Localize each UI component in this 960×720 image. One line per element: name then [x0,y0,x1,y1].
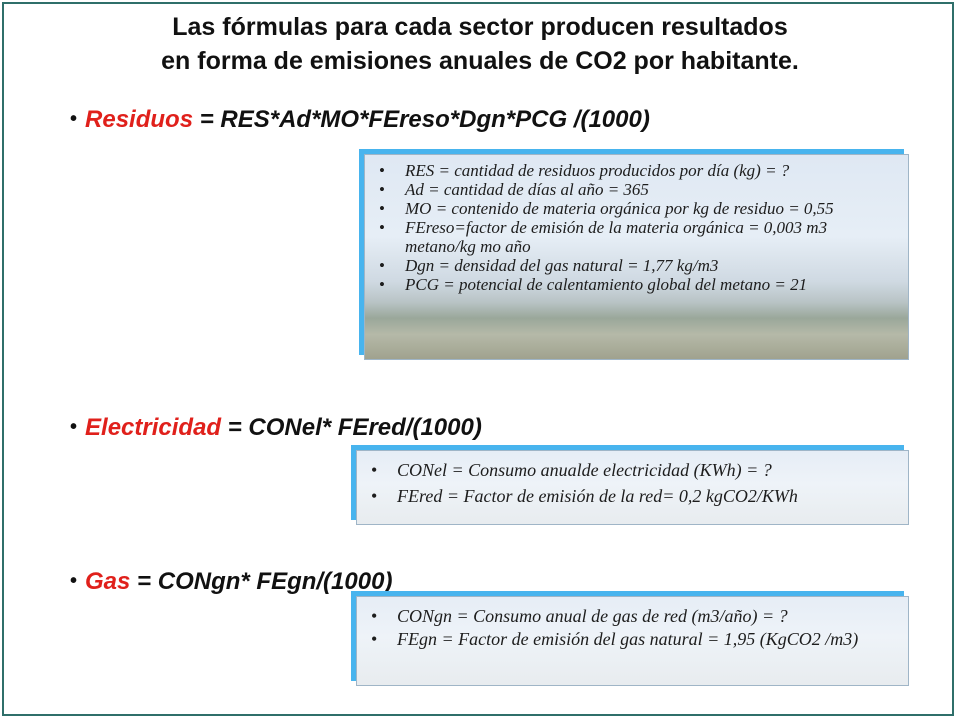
gas-definitions-card [356,596,909,686]
formula-name: Residuos [85,106,194,133]
list-item: • PCG = potencial de calentamiento global del metano = 21 [365,275,908,294]
list-item: • RES = cantidad de residuos producidos por día (kg) = ? [365,161,908,180]
formula-gas [70,568,392,596]
formula-name: Electricidad [85,414,222,441]
title-line-2: en forma de emisiones anuales de CO2 por habitante. [161,47,799,75]
list-item: • CONel = Consumo anualde electricidad (KWh) = ? [357,457,908,483]
bullet-icon: • [70,416,78,438]
bullet-icon: • [70,108,78,130]
title-line-1: Las fórmulas para cada sector producen resultados [172,13,788,41]
formula-name: Gas [85,568,131,595]
list-item: • Dgn = densidad del gas natural = 1,77 kg/m3 [365,256,908,275]
formula-residuos [70,106,650,134]
formula-expression: = RES*Ad*MO*FEreso*Dgn*PCG /(1000) [193,106,650,133]
formula-electricidad [70,414,482,442]
list-item: • Ad = cantidad de días al año = 365 [365,180,908,199]
list-item: • FEreso=factor de emisión de la materia orgánica = 0,003 m3 metano/kg mo año [365,218,855,256]
residuos-definitions-card [364,154,909,360]
slide-title [0,10,960,78]
list-item: • MO = contenido de materia orgánica por kg de residuo = 0,55 [365,199,835,218]
list-item: • CONgn = Consumo anual de gas de red (m3/año) = ? [357,605,908,628]
definitions-list [357,451,908,509]
definitions-list [357,597,908,651]
list-item: • FEred = Factor de emisión de la red= 0,2 kgCO2/KWh [357,483,908,509]
formula-expression: = CONel* FEred/(1000) [221,414,482,441]
definitions-list [365,155,908,294]
formula-expression: = CONgn* FEgn/(1000) [130,568,393,595]
list-item: • FEgn = Factor de emisión del gas natural = 1,95 (KgCO2 /m3) [357,628,867,651]
electricidad-definitions-card [356,450,909,525]
bullet-icon: • [70,570,78,592]
